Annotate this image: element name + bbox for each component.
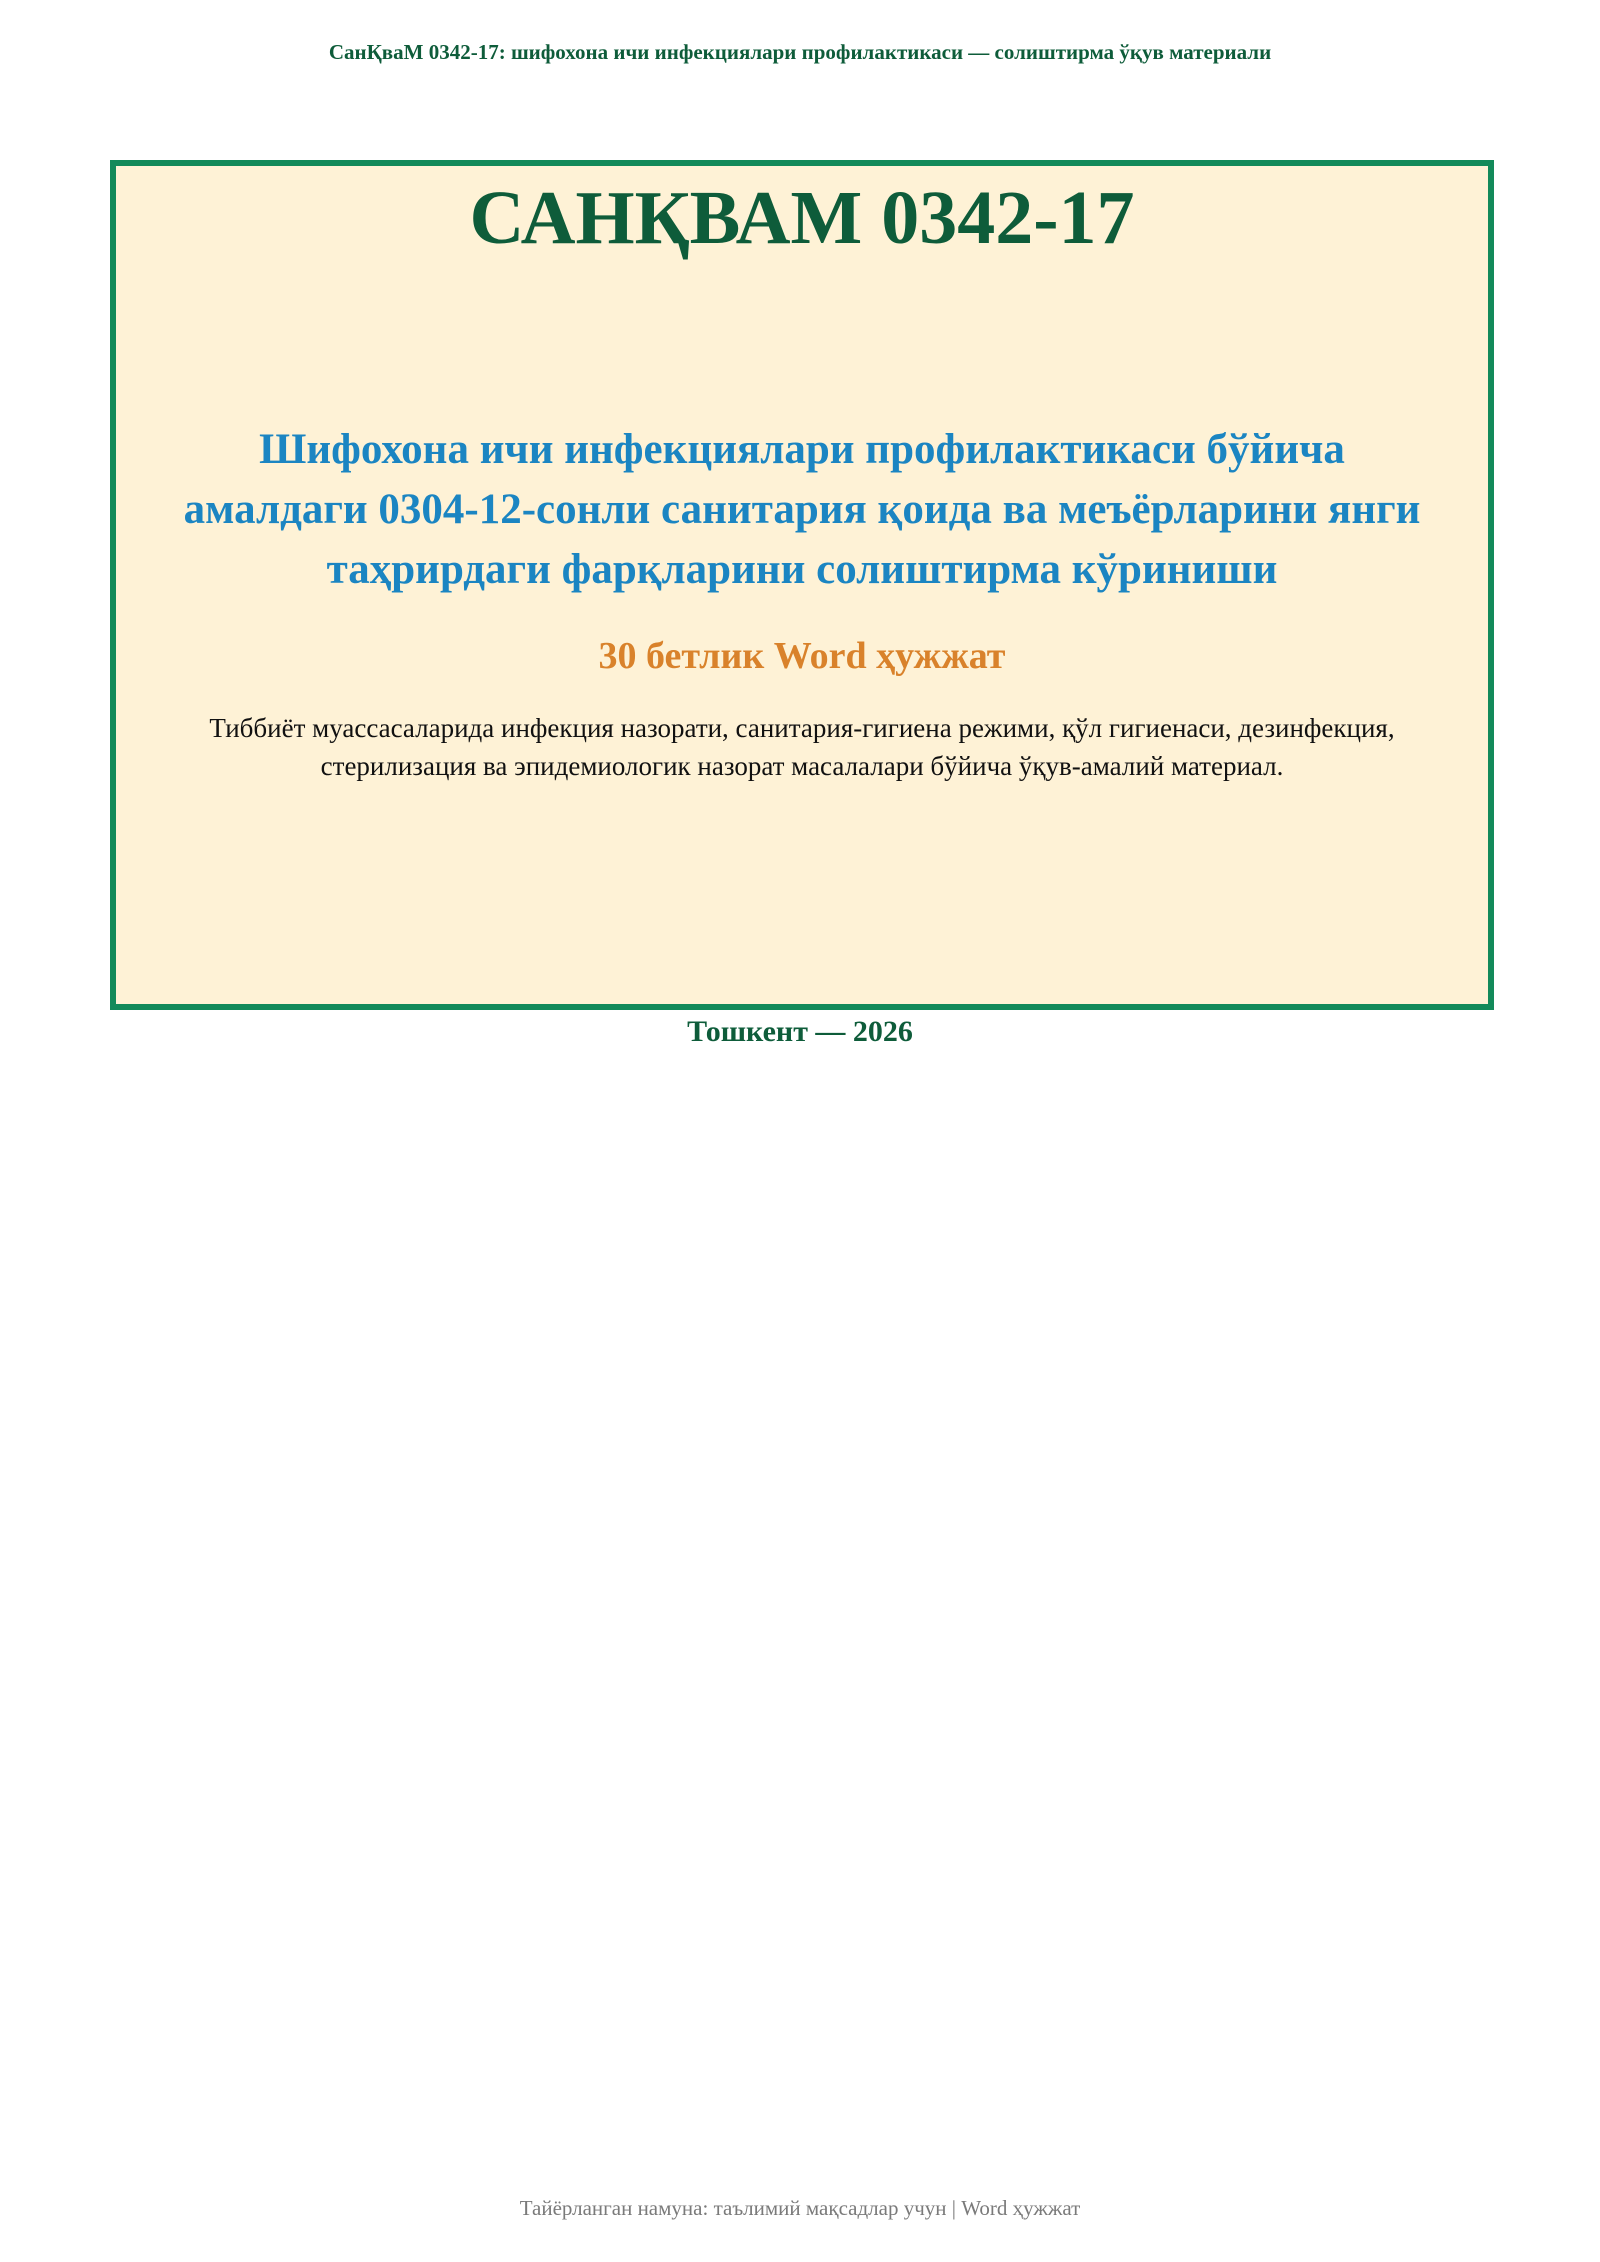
cover-subtitle-line-1: Шифохона ичи инфекциялари профилактикаси бўйича [259,426,1345,473]
cover-description-line-1: Тиббиёт муассасаларида инфекция назорати, санитария-гигиена режими, қўл гигиенаси, дезинфекция, [209,713,1395,743]
running-header: СанҚваМ 0342-17: шифохона ичи инфекциялари профилактикаси — солиштирма ўқув материали [328,40,1272,64]
cover-description [146,709,1458,785]
cover-title: САНҚВАМ 0342-17 [469,176,1135,260]
page-footer: Тайёрланган намуна: таълимий мақсадлар учун | Word ҳужжат [519,2196,1081,2220]
cover-box [110,160,1494,1010]
cover-pages-note: 30 бетлик Word ҳужжат [598,635,1006,677]
cover-subtitle [136,420,1468,600]
cover-subtitle-line-2: амалдаги 0304-12-сонли санитария қоида ва меъёрларини янги [183,486,1421,533]
cover-subtitle-line-3: таҳрирдаги фарқларини солиштирма кўриниши [326,546,1278,593]
cover-city-year: Тошкент — 2026 [687,1015,913,1048]
cover-description-line-2: стерилизация ва эпидемиологик назорат масалалари бўйича ўқув-амалий материал. [320,751,1284,781]
